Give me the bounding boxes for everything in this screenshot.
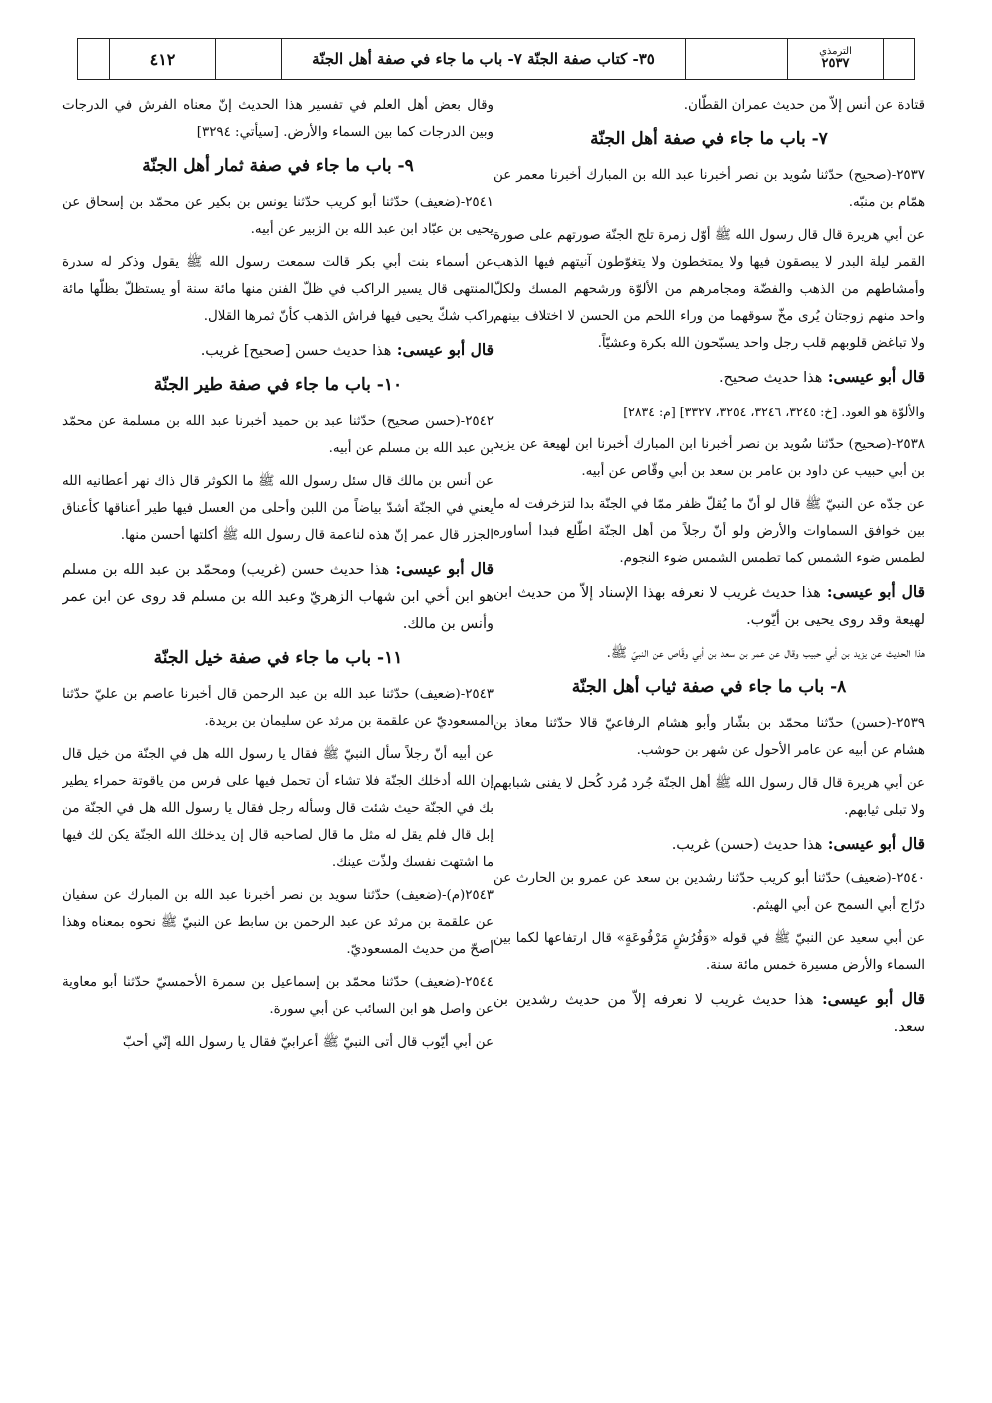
author-comment-lead: قال أبو عيسى: [822, 834, 925, 853]
hadith-paragraph: عن أبيه أنّ رجلاً سأل النبيّ ﷺ فقال يا رسول الله هل في الجنّة من خيل قال إن الله أدخلك الجنّة فلا تشاء أن تحمل فيها على فرس من ياقوتة حمراء يطير بك في الجنّة حيث شئت قال وسأله رجل فقال يا رسول الله هل في الجنّة من إبل قال فلم يقل له مثل ما قال لصاحبه قال إن يدخلك الله الجنّة يكن لك فيها ما اشتهت نفسك ولذّت عينك. [62, 747, 494, 870]
hadith-paragraph: عن أسماء بنت أبي بكر قالت سمعت رسول الله ﷺ يقول وذكر له سدرة المنتهى قال يسير الراكب في ظلّ الفنن منها مائة سنة أو يستظلّ بظلّها مائة راكب شكّ يحيى فيها فراش الذهب كأنّ ثمرها القلال. [62, 255, 494, 324]
header-cell-empty [216, 39, 282, 79]
author-comment-lead: قال أبو عيسى: [820, 582, 925, 601]
hadith-paragraph: عن أبي سعيد عن النبيّ ﷺ في قوله «وَفُرُشٍ مَرْفُوعَةٍ» قال ارتفاعها لكما بين السماء والأرض مسيرة خمس مائة سنة. [493, 931, 925, 973]
section-heading: ١١- باب ما جاء في صفة خيل الجنّة [153, 648, 403, 668]
hadith-paragraph: ٢٥٤٠-(ضعيف) حدّثنا أبو كريب حدّثنا رشدين بن سعد عن عمرو بن الحارث عن درّاج أبي السمح عن أبي الهيثم. [493, 871, 925, 913]
author-comment-lead: قال أبو عيسى: [822, 367, 925, 386]
section-heading: ٧- باب ما جاء في صفة أهل الجنّة [590, 129, 828, 149]
header-cell-empty [686, 39, 788, 79]
header-cell-empty [884, 39, 914, 79]
author-comment [62, 336, 494, 365]
hadith-paragraph: ٢٥٣٨-(صحيح) حدّثنا سُويد بن نصر أخبرنا ابن المبارك أخبرنا ابن لهيعة عن يزيد بن أبي حبيب عن داود بن عامر بن سعد بن أبي وقّاص عن أبيه. [493, 437, 925, 479]
running-header [77, 38, 915, 80]
header-cell-empty [78, 39, 110, 79]
hadith-paragraph: قتادة عن أنس إلاّ من حديث عمران القطّان. [683, 98, 925, 113]
author-comment [493, 985, 925, 1041]
hadith-paragraph: ٢٥٤١-(ضعيف) حدّثنا أبو كريب حدّثنا يونس بن بكير عن محمّد بن إسحاق عن يحيى بن عبّاد ابن عبد الله بن الزبير عن أبيه. [62, 195, 494, 237]
hadith-paragraph: هذا الحديث عن يزيد بن أبي حبيب وقال عن عمر بن سعد بن أبي وقّاص عن النبيّ ﷺ. [606, 646, 925, 661]
hadith-paragraph: ٢٥٣٧-(صحيح) حدّثنا سُويد بن نصر أخبرنا عبد الله بن المبارك أخبرنا معمر عن همّام بن منبّه. [493, 168, 925, 210]
author-comment [62, 555, 494, 638]
right-text-column [493, 92, 925, 1392]
author-comment-lead: قال أبو عيسى: [389, 559, 494, 578]
hadith-paragraph: ٢٥٤٣(م)-(ضعيف) حدّثنا سويد بن نصر أخبرنا عبد الله بن المبارك عن سفيان عن علقمة بن مرثد عن عبد الرحمن بن سابط عن النبيّ ﷺ نحوه بمعناه وهذا أصحّ من حديث المسعوديّ. [62, 888, 494, 957]
hadith-paragraph: ٢٥٤٤-(ضعيف) حدّثنا محمّد بن إسماعيل بن سمرة الأحمسيّ حدّثنا أبو معاوية عن واصل هو ابن السائب عن أبي سورة. [62, 975, 494, 1017]
chapter-title: ٣٥- كتاب صفة الجنّة ٧- باب ما جاء في صفة أهل الجنّة [282, 39, 686, 79]
hadith-paragraph: عن أبي هريرة قال قال رسول الله ﷺ أهل الجنّة جُرد مُرد كُحل لا يفنى شبابهم ولا تبلى ثيابهم. [493, 776, 925, 818]
author-comment-text: هذا حديث حسن [صحيح] غريب. [200, 343, 392, 359]
author-comment-text: هذا حديث غريب لا نعرفه إلاّ من حديث رشدين بن سعد. [493, 992, 925, 1035]
hadith-number: ٢٥٣٧ [821, 56, 850, 72]
author-comment [493, 830, 925, 859]
hadith-paragraph: عن أنس بن مالك قال سئل رسول الله ﷺ ما الكوثر قال ذاك نهر أعطانيه الله يعني في الجنّة أشدّ بياضاً من اللبن وأحلى من العسل فيها طير أعناقها كأعناق الجزر قال عمر إنّ هذه لناعمة قال رسول الله ﷺ أكلتها أحسن منها. [62, 474, 494, 543]
author-comment-lead: قال أبو عيسى: [391, 340, 494, 359]
hadith-paragraph: ٢٥٤٢-(حسن صحيح) حدّثنا عبد بن حميد أخبرنا عبد الله بن مسلمة عن محمّد بن عبد الله بن مسلم عن أبيه. [62, 414, 494, 456]
hadith-paragraph: ٢٥٤٣-(ضعيف) حدّثنا عبد الله بن عبد الرحمن قال أخبرنا عاصم بن عليّ حدّثنا المسعوديّ عن علقمة بن مرثد عن سليمان بن بريدة. [62, 687, 494, 729]
section-heading: ٨- باب ما جاء في صفة ثياب أهل الجنّة [571, 677, 847, 697]
hadith-paragraph: عن جدّه عن النبيّ ﷺ قال لو أنّ ما يُقلّ ظفر ممّا في الجنّة بدا لتزخرفت له ما بين خوافق السماوات والأرض ولو أنّ رجلاً من أهل الجنّة اطّلع فبدا أساوره لطمس ضوء الشمس كما تطمس الشمس ضوء النجوم. [493, 497, 925, 566]
left-text-column [62, 92, 494, 1392]
reference-note: والألوّة هو العود. [خ: ٣٢٤٥، ٣٢٤٦، ٣٢٥٤، ٣٣٢٧] [م: ٢٨٣٤] [623, 404, 925, 419]
section-heading: ١٠- باب ما جاء في صفة طير الجنّة [153, 375, 403, 395]
hadith-paragraph: وقال بعض أهل العلم في تفسير هذا الحديث إنّ معناه الفرش في الدرجات وبين الدرجات كما بين السماء والأرض. [سيأتي: ٣٢٩٤] [62, 98, 494, 140]
hadith-paragraph: ٢٥٣٩-(حسن) حدّثنا محمّد بن بشّار وأبو هشام الرفاعيّ قالا حدّثنا معاذ بن هشام عن أبيه عن عامر الأحول عن شهر بن حوشب. [493, 716, 925, 758]
author-comment [493, 578, 925, 634]
author-comment-text: هذا حديث (حسن) غريب. [671, 837, 823, 853]
hadith-paragraph: عن أبي هريرة قال قال رسول الله ﷺ أوّل زمرة تلج الجنّة صورتهم على صورة القمر ليلة البدر لا يبصقون فيها ولا يمتخطون ولا يتغوّطون آنيتهم فيها الذهب وأمشاطهم من الذهب والفضّة ومجامرهم من الألوّة ورشحهم المسك ولكلّ واحد منهم زوجتان يُرى مخّ سوقهما من وراء اللحم من الحسن لا اختلاف بينهم ولا تباغض قلوبهم قلب رجل واحد يسبّحون الله بكرة وعشيّاً. [493, 228, 925, 351]
author-comment-text: هذا حديث صحيح. [719, 370, 823, 386]
page-number: ٤١٢ [110, 39, 216, 79]
author-comment [493, 363, 925, 392]
section-heading: ٩- باب ما جاء في صفة ثمار أهل الجنّة [142, 156, 414, 176]
book-name: الترمذي [819, 46, 852, 58]
author-comment-lead: قال أبو عيسى: [813, 989, 925, 1008]
author-comment-text: هذا حديث حسن (غريب) ومحمّد بن عبد الله بن مسلم هو ابن أخي ابن شهاب الزهريّ وعبد الله بن مسلم قد روى عن ابن عمر وأنس بن مالك. [62, 562, 494, 632]
book-info [788, 39, 884, 79]
author-comment-text: هذا حديث غريب لا نعرفه بهذا الإسناد إلاّ من حديث ابن لهيعة وقد روى يحيى بن أيّوب. [493, 585, 925, 628]
hadith-paragraph: عن أبي أيّوب قال أتى النبيّ ﷺ أعرابيّ فقال يا رسول الله إنّي أحبّ [122, 1035, 494, 1050]
